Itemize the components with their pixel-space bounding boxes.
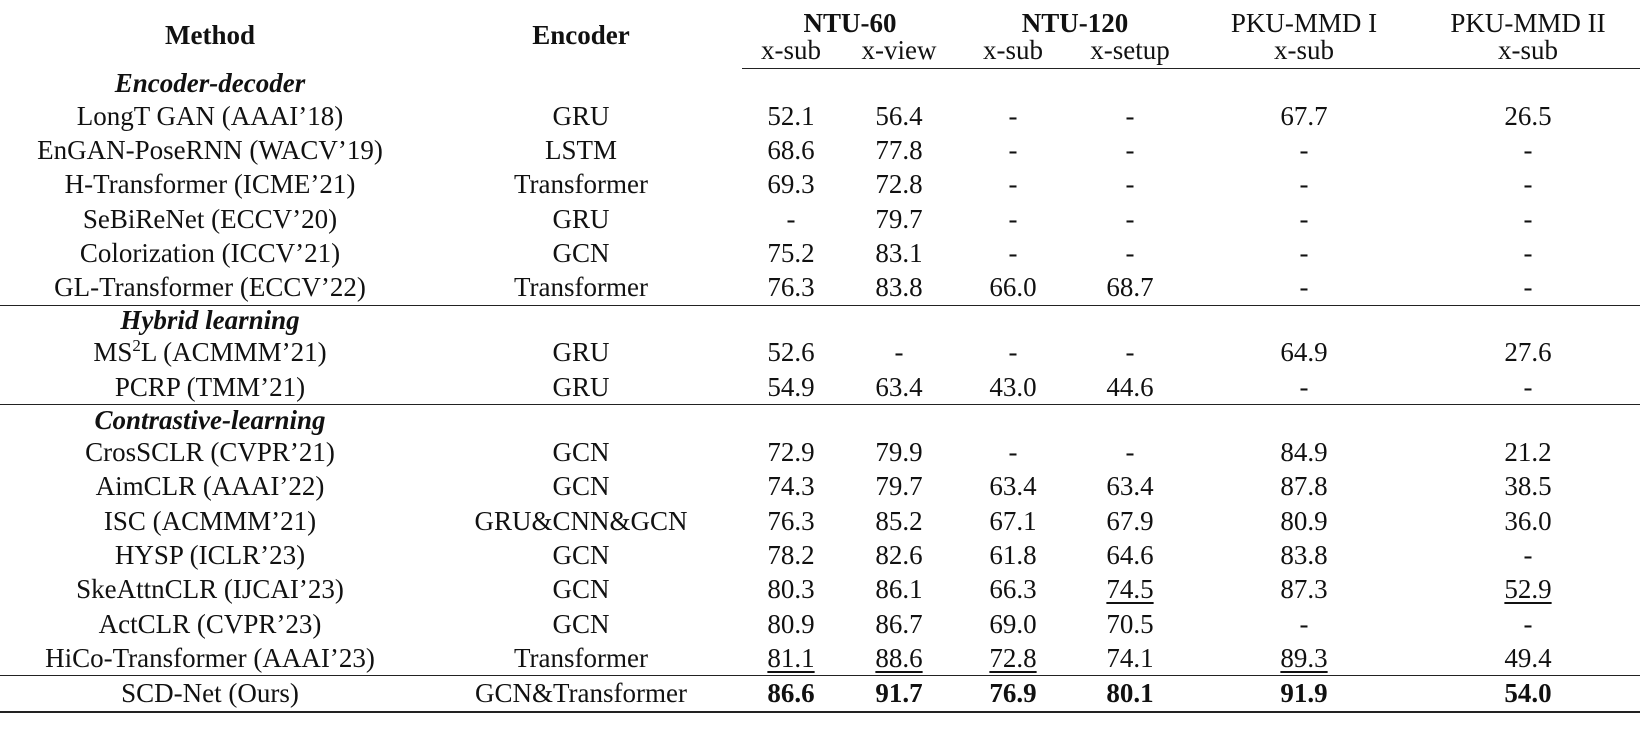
method-cell: LongT GAN (AAAI’18) bbox=[76, 100, 344, 131]
value-cell bbox=[840, 504, 958, 538]
value-cell bbox=[840, 470, 958, 504]
value-text: 69.3 bbox=[767, 169, 815, 200]
value-cell bbox=[1416, 336, 1640, 370]
encoder-cell: GCN bbox=[552, 608, 610, 639]
value-text: - bbox=[1299, 371, 1309, 402]
group-spacer-cell bbox=[840, 405, 958, 436]
value-cell bbox=[840, 573, 958, 607]
value-cell bbox=[1068, 641, 1192, 676]
method-cell: ActCLR (CVPR’23) bbox=[98, 608, 322, 639]
value-cell bbox=[742, 202, 840, 236]
ours-encoder-cell: GCN&Transformer bbox=[420, 676, 742, 712]
value-text: - bbox=[1523, 371, 1533, 402]
value-cell bbox=[1068, 99, 1192, 133]
value-text: 72.9 bbox=[767, 437, 815, 468]
table-row bbox=[0, 336, 1640, 370]
value-cell bbox=[1068, 435, 1192, 469]
value-cell bbox=[840, 336, 958, 370]
value-text: - bbox=[1125, 237, 1135, 268]
value-text: 72.8 bbox=[989, 642, 1037, 673]
subheader-pku1-xsub: x-sub bbox=[1192, 37, 1416, 69]
value-cell bbox=[742, 370, 840, 405]
value-text: 36.0 bbox=[1504, 505, 1552, 536]
method-cell: CrosSCLR (CVPR’21) bbox=[85, 437, 335, 468]
value-cell bbox=[1068, 336, 1192, 370]
value-text: 63.4 bbox=[875, 371, 923, 402]
value-text: 79.9 bbox=[875, 437, 923, 468]
value-text: - bbox=[1008, 169, 1018, 200]
value-cell bbox=[1068, 538, 1192, 572]
value-text: 26.5 bbox=[1504, 100, 1552, 131]
group-spacer-cell bbox=[958, 69, 1068, 100]
value-cell bbox=[1068, 573, 1192, 607]
value-cell bbox=[1416, 538, 1640, 572]
value-cell bbox=[1192, 202, 1416, 236]
value-text: - bbox=[1125, 203, 1135, 234]
value-text: 69.0 bbox=[989, 608, 1037, 639]
value-text: 80.9 bbox=[1280, 505, 1328, 536]
value-cell bbox=[742, 99, 840, 133]
value-text: - bbox=[1125, 337, 1135, 368]
table-row bbox=[0, 236, 1640, 270]
value-text: 27.6 bbox=[1504, 337, 1552, 368]
group-spacer-cell bbox=[1416, 405, 1640, 436]
value-text: - bbox=[1125, 134, 1135, 165]
value-text: - bbox=[1523, 203, 1533, 234]
value-text: 67.9 bbox=[1106, 505, 1154, 536]
value-cell bbox=[958, 133, 1068, 167]
group-spacer-cell bbox=[742, 405, 840, 436]
value-cell bbox=[840, 370, 958, 405]
group-spacer-cell bbox=[1416, 305, 1640, 336]
value-text: 78.2 bbox=[767, 539, 815, 570]
value-text: - bbox=[1008, 203, 1018, 234]
method-cell: Colorization (ICCV’21) bbox=[79, 237, 341, 268]
method-cell: SeBiReNet (ECCV’20) bbox=[82, 203, 338, 234]
value-text: - bbox=[1299, 203, 1309, 234]
value-cell bbox=[1416, 641, 1640, 676]
value-text: 77.8 bbox=[875, 134, 923, 165]
encoder-cell: Transformer bbox=[514, 642, 648, 673]
encoder-cell: GRU&CNN&GCN bbox=[474, 505, 688, 536]
encoder-cell: GRU bbox=[552, 100, 610, 131]
ours-value-cell: 91.7 bbox=[840, 676, 958, 712]
value-cell bbox=[1416, 370, 1640, 405]
encoder-cell: GRU bbox=[552, 203, 610, 234]
header-row-top bbox=[0, 0, 1640, 37]
ours-value-cell: 91.9 bbox=[1192, 676, 1416, 712]
value-text: 67.7 bbox=[1280, 100, 1328, 131]
value-text: - bbox=[1299, 134, 1309, 165]
value-cell bbox=[840, 99, 958, 133]
value-cell bbox=[742, 168, 840, 202]
value-cell bbox=[742, 270, 840, 305]
value-cell bbox=[1068, 370, 1192, 405]
value-text: - bbox=[1008, 100, 1018, 131]
value-cell bbox=[1416, 435, 1640, 469]
value-text: 68.7 bbox=[1106, 272, 1154, 303]
table-row bbox=[0, 538, 1640, 572]
group-spacer-cell bbox=[840, 69, 958, 100]
value-text: 52.9 bbox=[1504, 574, 1552, 605]
value-cell bbox=[840, 607, 958, 641]
group-header-row bbox=[0, 405, 1640, 436]
value-text: 64.9 bbox=[1280, 337, 1328, 368]
value-text: 67.1 bbox=[989, 505, 1037, 536]
method-cell: SkeAttnCLR (IJCAI’23) bbox=[76, 574, 344, 605]
value-cell bbox=[742, 504, 840, 538]
ours-row bbox=[0, 676, 1640, 712]
value-text: - bbox=[1008, 437, 1018, 468]
group-spacer-cell bbox=[742, 305, 840, 336]
value-cell bbox=[1192, 99, 1416, 133]
value-cell bbox=[1068, 168, 1192, 202]
table-row bbox=[0, 435, 1640, 469]
value-text: 21.2 bbox=[1504, 437, 1552, 468]
value-cell bbox=[958, 202, 1068, 236]
value-cell bbox=[1192, 607, 1416, 641]
ours-method-cell: SCD-Net (Ours) bbox=[0, 676, 420, 712]
value-text: 80.3 bbox=[767, 574, 815, 605]
method-cell: HYSP (ICLR’23) bbox=[114, 539, 306, 570]
header-pku1: PKU-MMD I bbox=[1230, 8, 1378, 38]
value-cell bbox=[1192, 573, 1416, 607]
encoder-cell: GCN bbox=[552, 471, 610, 502]
method-cell: GL-Transformer (ECCV’22) bbox=[54, 272, 366, 303]
value-text: - bbox=[1008, 134, 1018, 165]
value-cell bbox=[1192, 538, 1416, 572]
value-text: - bbox=[1523, 272, 1533, 303]
value-text: 74.5 bbox=[1106, 574, 1154, 605]
encoder-cell: GRU bbox=[552, 371, 610, 402]
value-cell bbox=[1068, 236, 1192, 270]
encoder-cell: Transformer bbox=[514, 272, 648, 303]
value-cell bbox=[840, 168, 958, 202]
value-cell bbox=[958, 641, 1068, 676]
encoder-cell: GCN bbox=[552, 574, 610, 605]
group-label: Hybrid learning bbox=[0, 305, 420, 336]
header-pku2: PKU-MMD II bbox=[1450, 8, 1606, 38]
subheader-ntu120-xsub: x-sub bbox=[958, 37, 1068, 69]
value-text: 79.7 bbox=[875, 203, 923, 234]
value-text: 63.4 bbox=[1106, 471, 1154, 502]
group-spacer-cell bbox=[420, 305, 742, 336]
value-text: 70.5 bbox=[1106, 608, 1154, 639]
value-cell bbox=[742, 470, 840, 504]
group-spacer-cell bbox=[742, 69, 840, 100]
value-cell bbox=[958, 504, 1068, 538]
value-text: 87.3 bbox=[1280, 574, 1328, 605]
table-row bbox=[0, 270, 1640, 305]
ours-value-cell: 76.9 bbox=[958, 676, 1068, 712]
subheader-ntu60-xview: x-view bbox=[840, 37, 958, 69]
value-text: 66.3 bbox=[989, 574, 1037, 605]
value-text: 83.1 bbox=[875, 237, 923, 268]
value-text: - bbox=[1523, 608, 1533, 639]
header-method: Method bbox=[165, 20, 255, 51]
value-text: 68.6 bbox=[767, 134, 815, 165]
value-cell bbox=[1416, 202, 1640, 236]
value-text: 82.6 bbox=[875, 539, 923, 570]
table-row bbox=[0, 202, 1640, 236]
value-text: 52.6 bbox=[767, 337, 815, 368]
ours-value-cell: 80.1 bbox=[1068, 676, 1192, 712]
value-cell bbox=[958, 435, 1068, 469]
value-text: - bbox=[1125, 169, 1135, 200]
value-cell bbox=[1416, 504, 1640, 538]
value-cell bbox=[1416, 573, 1640, 607]
value-text: 76.3 bbox=[767, 505, 815, 536]
value-text: - bbox=[1008, 237, 1018, 268]
header-ntu60: NTU-60 bbox=[803, 8, 897, 38]
value-text: - bbox=[1125, 437, 1135, 468]
method-cell: H-Transformer (ICME’21) bbox=[64, 169, 356, 200]
header-ntu120: NTU-120 bbox=[1021, 8, 1129, 38]
value-text: - bbox=[1299, 272, 1309, 303]
value-cell bbox=[1416, 470, 1640, 504]
table-row bbox=[0, 641, 1640, 676]
group-spacer-cell bbox=[958, 405, 1068, 436]
value-text: 75.2 bbox=[767, 237, 815, 268]
value-cell bbox=[742, 641, 840, 676]
value-cell bbox=[1192, 336, 1416, 370]
table-row bbox=[0, 470, 1640, 504]
value-cell bbox=[1068, 202, 1192, 236]
encoder-cell: GCN bbox=[552, 437, 610, 468]
value-text: - bbox=[1008, 337, 1018, 368]
value-cell bbox=[1192, 641, 1416, 676]
value-cell bbox=[840, 435, 958, 469]
method-cell: AimCLR (AAAI’22) bbox=[95, 471, 325, 502]
group-spacer-cell bbox=[1068, 405, 1192, 436]
value-text: - bbox=[1299, 169, 1309, 200]
table-row bbox=[0, 168, 1640, 202]
value-cell bbox=[1068, 504, 1192, 538]
group-spacer-cell bbox=[840, 305, 958, 336]
value-cell bbox=[742, 336, 840, 370]
value-text: 89.3 bbox=[1280, 642, 1328, 673]
value-text: 83.8 bbox=[875, 272, 923, 303]
value-cell bbox=[1192, 236, 1416, 270]
value-text: 79.7 bbox=[875, 471, 923, 502]
group-spacer-cell bbox=[1192, 69, 1416, 100]
value-cell bbox=[1068, 133, 1192, 167]
value-text: - bbox=[1523, 169, 1533, 200]
header-encoder: Encoder bbox=[532, 20, 630, 51]
method-cell: HiCo-Transformer (AAAI’23) bbox=[45, 642, 375, 673]
value-cell bbox=[742, 133, 840, 167]
value-text: 85.2 bbox=[875, 505, 923, 536]
value-cell bbox=[1068, 270, 1192, 305]
value-cell bbox=[840, 641, 958, 676]
value-cell bbox=[958, 607, 1068, 641]
value-cell bbox=[1416, 168, 1640, 202]
value-text: 80.9 bbox=[767, 608, 815, 639]
method-cell: EnGAN-PoseRNN (WACV’19) bbox=[37, 134, 383, 165]
value-cell bbox=[742, 607, 840, 641]
value-cell bbox=[742, 435, 840, 469]
group-header-row bbox=[0, 69, 1640, 100]
value-cell bbox=[1416, 99, 1640, 133]
table-row bbox=[0, 99, 1640, 133]
value-cell bbox=[1416, 270, 1640, 305]
group-label: Encoder-decoder bbox=[114, 68, 306, 99]
subheader-pku2-xsub: x-sub bbox=[1416, 37, 1640, 69]
subheader-ntu60-xsub: x-sub bbox=[742, 37, 840, 69]
ours-value-cell: 86.6 bbox=[742, 676, 840, 712]
value-text: - bbox=[1523, 134, 1533, 165]
method-name-prefix: MS bbox=[93, 337, 133, 368]
value-text: - bbox=[1523, 237, 1533, 268]
value-cell bbox=[958, 270, 1068, 305]
encoder-cell: GCN bbox=[552, 237, 610, 268]
value-text: 56.4 bbox=[875, 100, 923, 131]
value-cell bbox=[840, 236, 958, 270]
value-text: - bbox=[1523, 539, 1533, 570]
group-header-row bbox=[0, 305, 1640, 336]
value-cell bbox=[958, 470, 1068, 504]
encoder-cell: GCN bbox=[552, 539, 610, 570]
value-cell bbox=[958, 168, 1068, 202]
value-cell bbox=[1192, 504, 1416, 538]
value-cell bbox=[1416, 607, 1640, 641]
value-text: 76.3 bbox=[767, 272, 815, 303]
value-text: 54.9 bbox=[767, 371, 815, 402]
group-spacer-cell bbox=[420, 405, 742, 436]
method-cell bbox=[0, 336, 420, 370]
value-cell bbox=[1068, 470, 1192, 504]
value-cell bbox=[958, 336, 1068, 370]
value-text: 61.8 bbox=[989, 539, 1037, 570]
value-text: 84.9 bbox=[1280, 437, 1328, 468]
value-text: 83.8 bbox=[1280, 539, 1328, 570]
group-spacer-cell bbox=[1192, 405, 1416, 436]
group-spacer-cell bbox=[958, 305, 1068, 336]
value-cell bbox=[1192, 133, 1416, 167]
method-name-superscript: 2 bbox=[132, 336, 141, 356]
table-row bbox=[0, 133, 1640, 167]
value-text: - bbox=[1299, 608, 1309, 639]
value-text: 72.8 bbox=[875, 169, 923, 200]
value-text: 44.6 bbox=[1106, 371, 1154, 402]
value-cell bbox=[1192, 270, 1416, 305]
value-text: 86.7 bbox=[875, 608, 923, 639]
ours-value-cell: 54.0 bbox=[1416, 676, 1640, 712]
value-cell bbox=[1192, 435, 1416, 469]
value-cell bbox=[958, 99, 1068, 133]
encoder-cell: LSTM bbox=[544, 134, 617, 165]
value-text: 88.6 bbox=[875, 642, 923, 673]
group-spacer-cell bbox=[1068, 305, 1192, 336]
value-text: - bbox=[786, 203, 796, 234]
group-spacer-cell bbox=[1192, 305, 1416, 336]
group-spacer-cell bbox=[1416, 69, 1640, 100]
value-cell bbox=[1416, 133, 1640, 167]
value-text: 87.8 bbox=[1280, 471, 1328, 502]
value-text: 49.4 bbox=[1504, 642, 1552, 673]
value-cell bbox=[742, 236, 840, 270]
value-cell bbox=[742, 573, 840, 607]
value-text: - bbox=[1299, 237, 1309, 268]
value-text: 64.6 bbox=[1106, 539, 1154, 570]
value-cell bbox=[840, 538, 958, 572]
value-cell bbox=[1416, 236, 1640, 270]
value-text: 86.1 bbox=[875, 574, 923, 605]
value-cell bbox=[1192, 168, 1416, 202]
group-spacer-cell bbox=[420, 69, 742, 100]
table-row bbox=[0, 370, 1640, 405]
encoder-cell: GRU bbox=[552, 337, 610, 368]
value-text: 38.5 bbox=[1504, 471, 1552, 502]
value-text: 74.3 bbox=[767, 471, 815, 502]
value-cell bbox=[958, 573, 1068, 607]
value-cell bbox=[1192, 470, 1416, 504]
value-cell bbox=[958, 236, 1068, 270]
encoder-cell: Transformer bbox=[514, 169, 648, 200]
value-cell bbox=[958, 538, 1068, 572]
value-cell bbox=[958, 370, 1068, 405]
value-cell bbox=[1192, 370, 1416, 405]
value-text: - bbox=[894, 337, 904, 368]
value-cell bbox=[840, 133, 958, 167]
value-text: 81.1 bbox=[767, 642, 815, 673]
table-row bbox=[0, 504, 1640, 538]
subheader-ntu120-xsetup: x-setup bbox=[1068, 37, 1192, 69]
group-spacer-cell bbox=[1068, 69, 1192, 100]
value-text: - bbox=[1125, 100, 1135, 131]
value-text: 52.1 bbox=[767, 100, 815, 131]
value-cell bbox=[742, 538, 840, 572]
value-cell bbox=[1068, 607, 1192, 641]
value-cell bbox=[840, 270, 958, 305]
value-text: 63.4 bbox=[989, 471, 1037, 502]
value-text: 43.0 bbox=[989, 371, 1037, 402]
value-text: 66.0 bbox=[989, 272, 1037, 303]
value-text: 74.1 bbox=[1106, 642, 1154, 673]
method-cell: PCRP (TMM’21) bbox=[114, 371, 306, 402]
method-name-suffix: L (ACMMM’21) bbox=[140, 337, 327, 368]
value-cell bbox=[840, 202, 958, 236]
group-label: Contrastive-learning bbox=[0, 405, 420, 436]
table-row bbox=[0, 607, 1640, 641]
method-cell: ISC (ACMMM’21) bbox=[103, 505, 317, 536]
table-row bbox=[0, 573, 1640, 607]
